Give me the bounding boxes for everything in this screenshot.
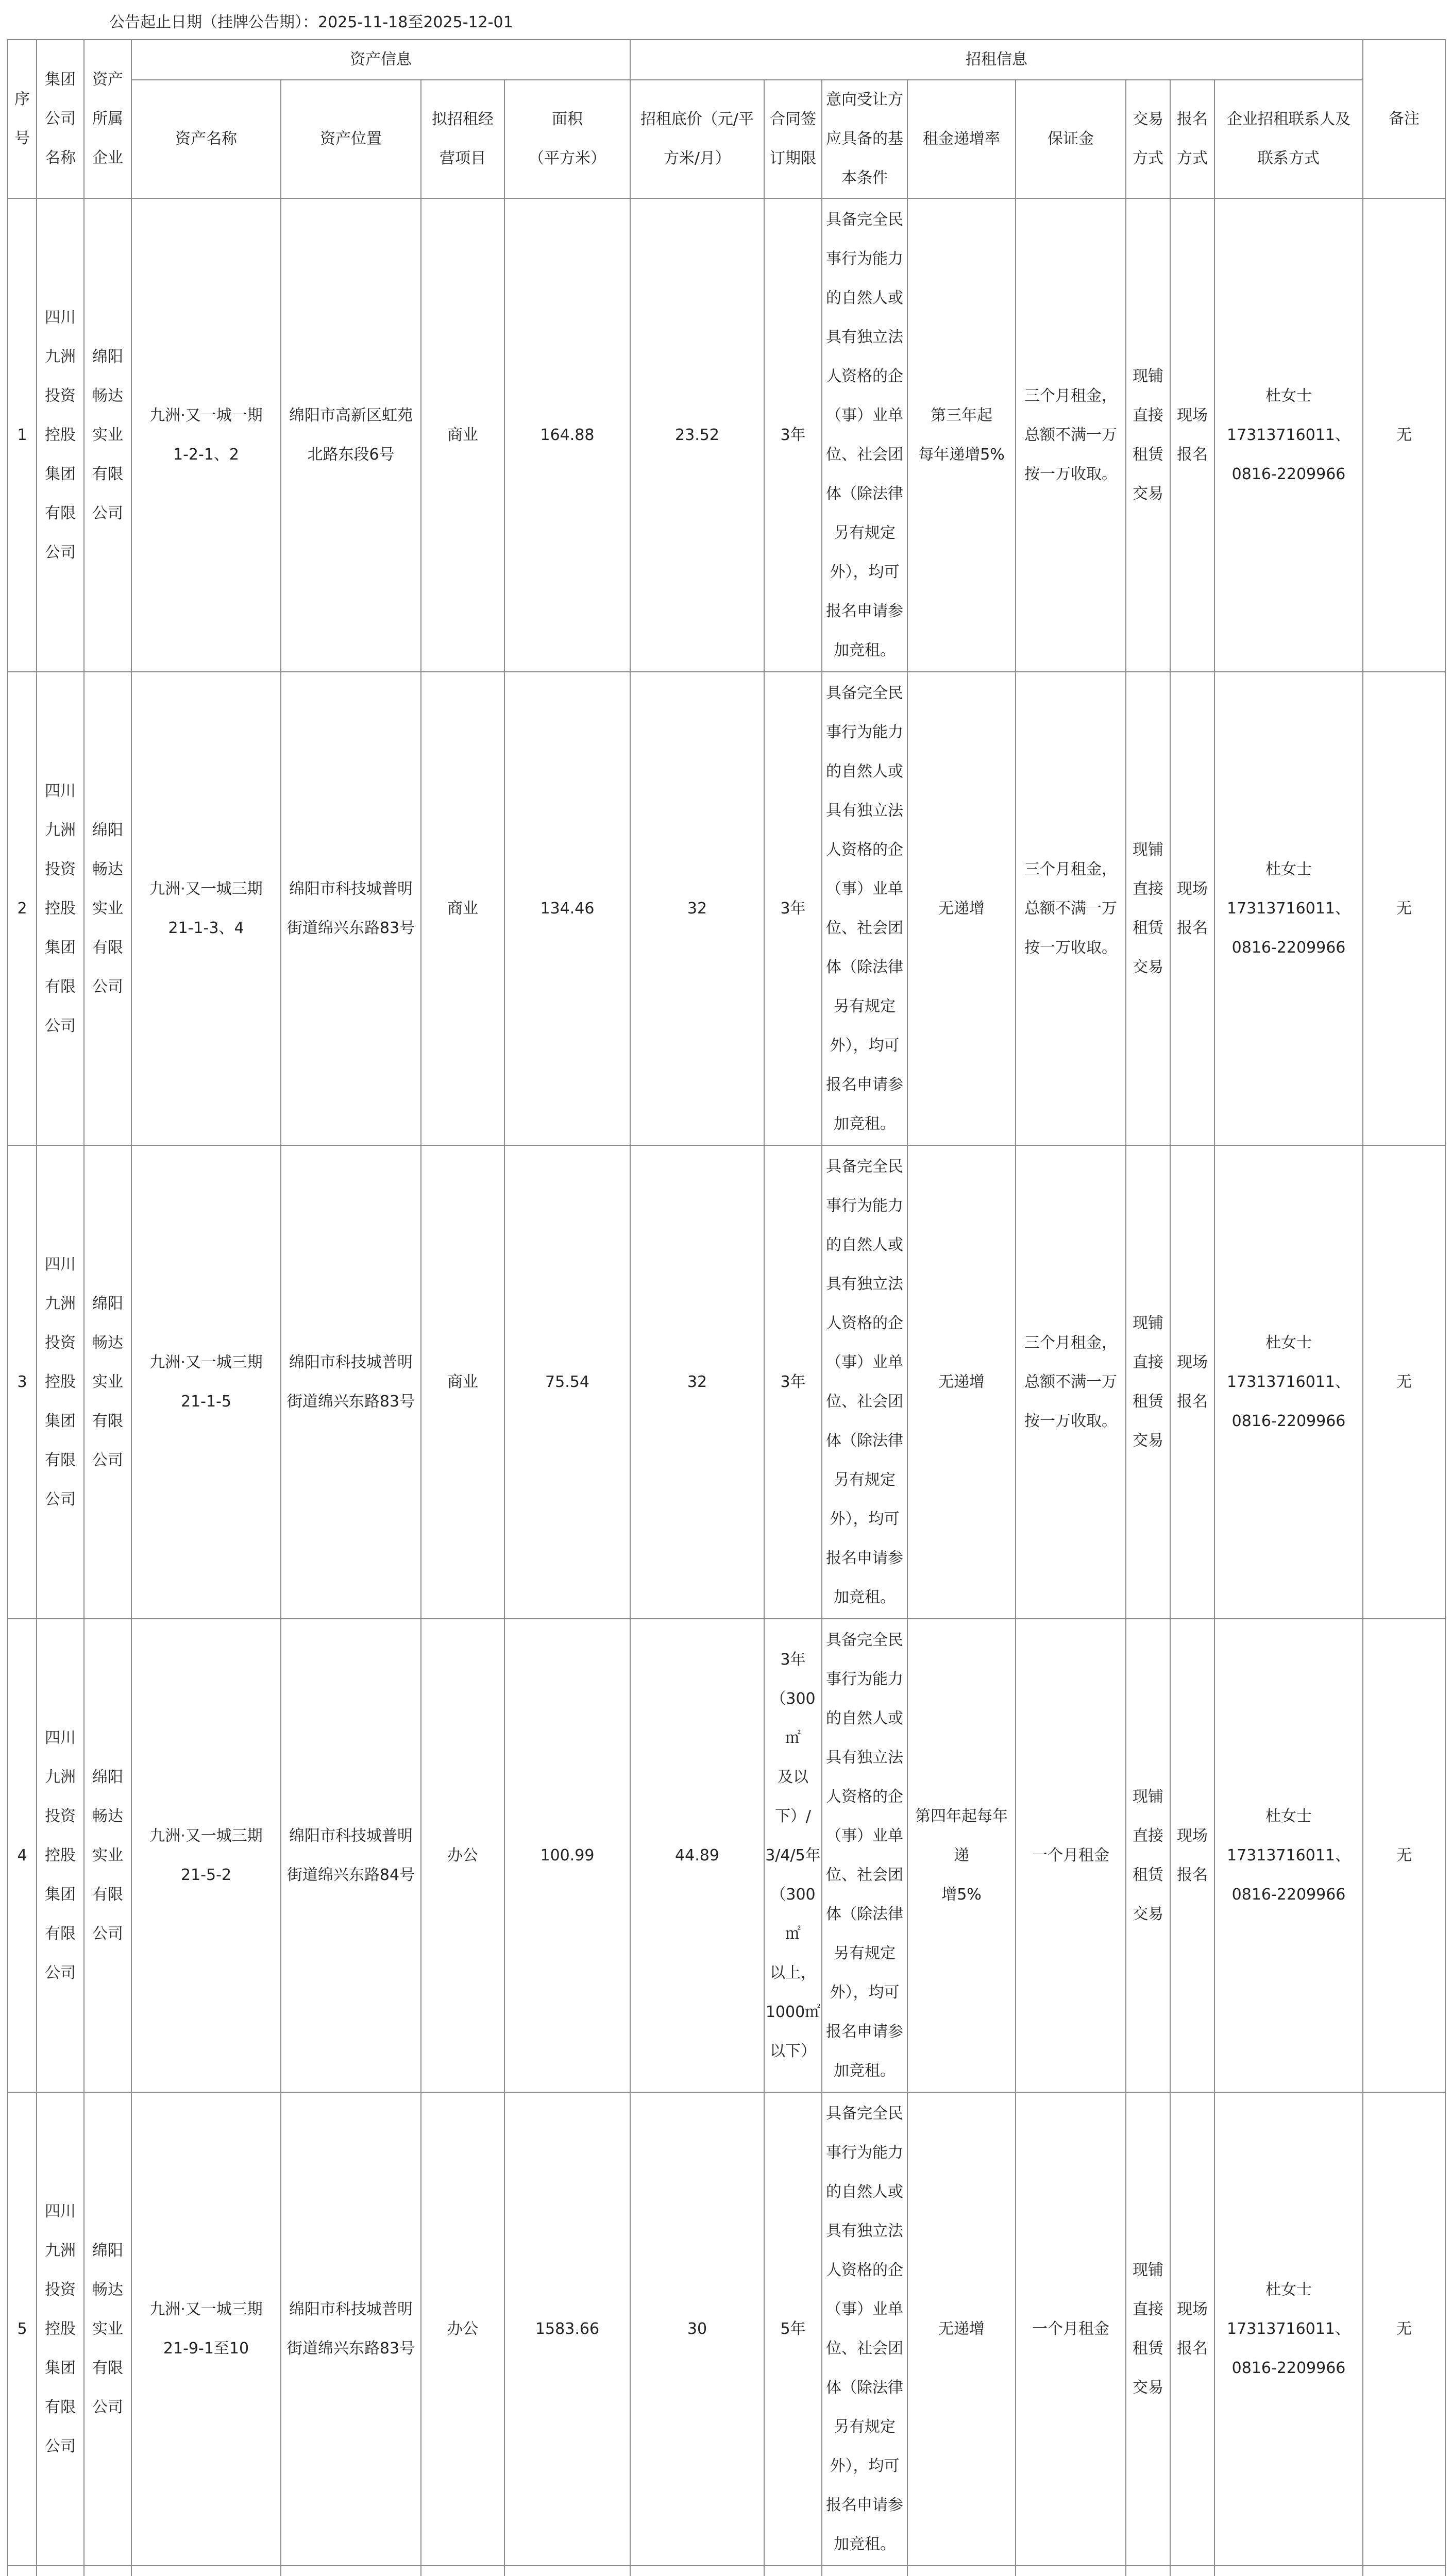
cell-conditions: 具备完全民 事行为能力 的自然人或 具有独立法 人资格的企 （事）业单 位、社会团 体（除法律 另有规定 外），均可 报名申请参 加竞租。 — [822, 1619, 907, 2092]
cell-contact: 杜女士 17313716011、 0816-2209966 — [1214, 198, 1363, 672]
notice-period: 公告起止日期（挂牌公告期）：2025-11-18至2025-12-01 — [109, 13, 513, 31]
cell-signup: 现场 报名 — [1170, 1619, 1214, 2092]
cell-group: 四川 九洲 投资 控股 集团 有限 公司 — [37, 2092, 84, 2566]
header-term: 合同签 订期限 — [764, 80, 822, 198]
cell-asset-name: 九洲·又一城三期 21-9-1至10 — [131, 2092, 281, 2566]
cell-area: 164.88 — [504, 198, 630, 672]
cell-group: 四川 九洲 投资 控股 集团 有限 公司 — [37, 1619, 84, 2092]
cell-signup: 现场 报名 — [1170, 2092, 1214, 2566]
cell-deposit: 三个月租金， 总额不满一万 按一万收取。 — [1016, 1145, 1126, 1619]
cell-owner: 绵阳 畅达 实业 有限 公司 — [84, 198, 131, 672]
header-deposit: 保证金 — [1016, 80, 1126, 198]
cell-base-price: 44.89 — [630, 1619, 764, 2092]
cell-signup — [1170, 2566, 1214, 2576]
cell-conditions: 具备完全民 事行为能力 的自然人或 具有独立法 人资格的企 （事）业单 位、社会团 体（除法律 另有规定 外），均可 报名申请参 加竞租。 — [822, 2092, 907, 2566]
header-trade: 交易 方式 — [1126, 80, 1170, 198]
cell-area: 134.46 — [504, 672, 630, 1145]
cell-owner: 绵阳 畅达 实业 有限 公司 — [84, 2092, 131, 2566]
cell-increase: 无递增 — [907, 1145, 1016, 1619]
table-row — [8, 672, 1445, 1145]
cell-project: 商业 — [421, 198, 504, 672]
cell-contact: 杜女士 17313716011、 0816-2209966 — [1214, 1619, 1363, 2092]
header-base-price: 招租底价（元/平 方米/月） — [630, 80, 764, 198]
header-signup: 报名 方式 — [1170, 80, 1214, 198]
cell-increase: 无递增 — [907, 2092, 1016, 2566]
cell-term: 5年 — [764, 2092, 822, 2566]
header-asset-info: 资产信息 — [131, 40, 630, 80]
cell-contact: 杜女士 17313716011、 0816-2209966 — [1214, 2092, 1363, 2566]
cell-note — [1363, 2566, 1445, 2576]
cell-deposit: 一个月租金 — [1016, 2092, 1126, 2566]
cell-group: 四川 九洲 投资 控股 集团 有限 公司 — [37, 672, 84, 1145]
cell-project: 办公 — [421, 1619, 504, 2092]
cell-base-price: 23.52 — [630, 198, 764, 672]
cell-conditions: 具备完全民 事行为能力 的自然人或 具有独立法 人资格的企 （事）业单 位、社会团 体（除法律 另有规定 外），均可 报名申请参 加竞租。 — [822, 198, 907, 672]
cell-group — [37, 2566, 84, 2576]
cell-increase — [907, 2566, 1016, 2576]
cell-trade: 现铺 直接 租赁 交易 — [1126, 1145, 1170, 1619]
cell-asset-location: 绵阳市科技城普明 街道绵兴东路83号 — [281, 672, 421, 1145]
cell-area: 1583.66 — [504, 2092, 630, 2566]
table-row — [8, 1619, 1445, 2092]
cell-base-price: 30 — [630, 2092, 764, 2566]
cell-increase: 无递增 — [907, 672, 1016, 1145]
cell-asset-location — [281, 2566, 421, 2576]
cell-term: 3年 — [764, 672, 822, 1145]
table-row — [8, 198, 1445, 672]
cell-base-price: 32 — [630, 1145, 764, 1619]
cell-area: 100.99 — [504, 1619, 630, 2092]
header-asset-location: 资产位置 — [281, 80, 421, 198]
cell-deposit: 三个月租金， 总额不满一万 按一万收取。 — [1016, 198, 1126, 672]
header-increase: 租金递增率 — [907, 80, 1016, 198]
header-note: 备注 — [1363, 40, 1445, 198]
rental-table — [7, 39, 1446, 2576]
header-group: 集团 公司 名称 — [37, 40, 84, 198]
cell-base-price: 32 — [630, 672, 764, 1145]
cell-asset-name: 九洲·又一城三期 21-1-5 — [131, 1145, 281, 1619]
cell-asset-location: 绵阳市科技城普明 街道绵兴东路84号 — [281, 1619, 421, 2092]
cell-term: 3年 （300㎡ 及以 下）/ 3/4/5年 （300㎡ 以上， 1000㎡ 以下） — [764, 1619, 822, 2092]
cell-trade: 现铺 直接 租赁 交易 — [1126, 198, 1170, 672]
cell-deposit: 一个月租金 — [1016, 1619, 1126, 2092]
cell-asset-location: 绵阳市高新区虹苑 北路东段6号 — [281, 198, 421, 672]
cell-increase: 第四年起每年递 增5% — [907, 1619, 1016, 2092]
cell-asset-name: 九洲·又一城一期 1-2-1、2 — [131, 198, 281, 672]
cell-deposit — [1016, 2566, 1126, 2576]
cell-asset-location: 绵阳市科技城普明 街道绵兴东路83号 — [281, 2092, 421, 2566]
cell-seq: 1 — [8, 198, 37, 672]
cell-note: 无 — [1363, 1619, 1445, 2092]
cell-asset-name — [131, 2566, 281, 2576]
cell-contact: 杜女士 17313716011、 0816-2209966 — [1214, 672, 1363, 1145]
cell-project — [421, 2566, 504, 2576]
header-contact: 企业招租联系人及 联系方式 — [1214, 80, 1363, 198]
cell-seq: 2 — [8, 672, 37, 1145]
cell-asset-name: 九洲·又一城三期 21-1-3、4 — [131, 672, 281, 1145]
cell-increase: 第三年起 每年递增5% — [907, 198, 1016, 672]
cell-note: 无 — [1363, 672, 1445, 1145]
cell-note: 无 — [1363, 1145, 1445, 1619]
cell-owner — [84, 2566, 131, 2576]
cell-owner: 绵阳 畅达 实业 有限 公司 — [84, 672, 131, 1145]
cell-group: 四川 九洲 投资 控股 集团 有限 公司 — [37, 198, 84, 672]
cell-note: 无 — [1363, 198, 1445, 672]
header-bid-info: 招租信息 — [630, 40, 1363, 80]
header-seq: 序 号 — [8, 40, 37, 198]
cell-signup: 现场 报名 — [1170, 198, 1214, 672]
cell-trade: 现铺 直接 租赁 交易 — [1126, 2092, 1170, 2566]
cell-term — [764, 2566, 822, 2576]
cell-term: 3年 — [764, 198, 822, 672]
cell-group: 四川 九洲 投资 控股 集团 有限 公司 — [37, 1145, 84, 1619]
table-body — [8, 198, 1445, 2576]
cell-term: 3年 — [764, 1145, 822, 1619]
cell-owner: 绵阳 畅达 实业 有限 公司 — [84, 1145, 131, 1619]
header-owner: 资产 所属 企业 — [84, 40, 131, 198]
cell-trade — [1126, 2566, 1170, 2576]
table-row — [8, 2566, 1445, 2576]
header-conditions: 意向受让方 应具备的基 本条件 — [822, 80, 907, 198]
header-project: 拟招租经 营项目 — [421, 80, 504, 198]
cell-trade: 现铺 直接 租赁 交易 — [1126, 672, 1170, 1145]
table-row — [8, 2092, 1445, 2566]
cell-asset-location: 绵阳市科技城普明 街道绵兴东路83号 — [281, 1145, 421, 1619]
cell-asset-name: 九洲·又一城三期 21-5-2 — [131, 1619, 281, 2092]
cell-seq — [8, 2566, 37, 2576]
cell-signup: 现场 报名 — [1170, 1145, 1214, 1619]
cell-conditions: 具备完全民 事行为能力 的自然人或 具有独立法 人资格的企 （事）业单 位、社会团 体（除法律 另有规定 外），均可 报名申请参 加竞租。 — [822, 672, 907, 1145]
cell-seq: 3 — [8, 1145, 37, 1619]
cell-owner: 绵阳 畅达 实业 有限 公司 — [84, 1619, 131, 2092]
header-area: 面积 （平方米） — [504, 80, 630, 198]
cell-project: 办公 — [421, 2092, 504, 2566]
cell-contact — [1214, 2566, 1363, 2576]
cell-base-price — [630, 2566, 764, 2576]
header-asset-name: 资产名称 — [131, 80, 281, 198]
cell-area — [504, 2566, 630, 2576]
cell-note: 无 — [1363, 2092, 1445, 2566]
cell-contact: 杜女士 17313716011、 0816-2209966 — [1214, 1145, 1363, 1619]
cell-conditions — [822, 2566, 907, 2576]
cell-project: 商业 — [421, 672, 504, 1145]
cell-area: 75.54 — [504, 1145, 630, 1619]
cell-trade: 现铺 直接 租赁 交易 — [1126, 1619, 1170, 2092]
table-row — [8, 1145, 1445, 1619]
cell-signup: 现场 报名 — [1170, 672, 1214, 1145]
cell-seq: 5 — [8, 2092, 37, 2566]
cell-seq: 4 — [8, 1619, 37, 2092]
cell-conditions: 具备完全民 事行为能力 的自然人或 具有独立法 人资格的企 （事）业单 位、社会团 体（除法律 另有规定 外），均可 报名申请参 加竞租。 — [822, 1145, 907, 1619]
cell-project: 商业 — [421, 1145, 504, 1619]
cell-deposit: 三个月租金， 总额不满一万 按一万收取。 — [1016, 672, 1126, 1145]
